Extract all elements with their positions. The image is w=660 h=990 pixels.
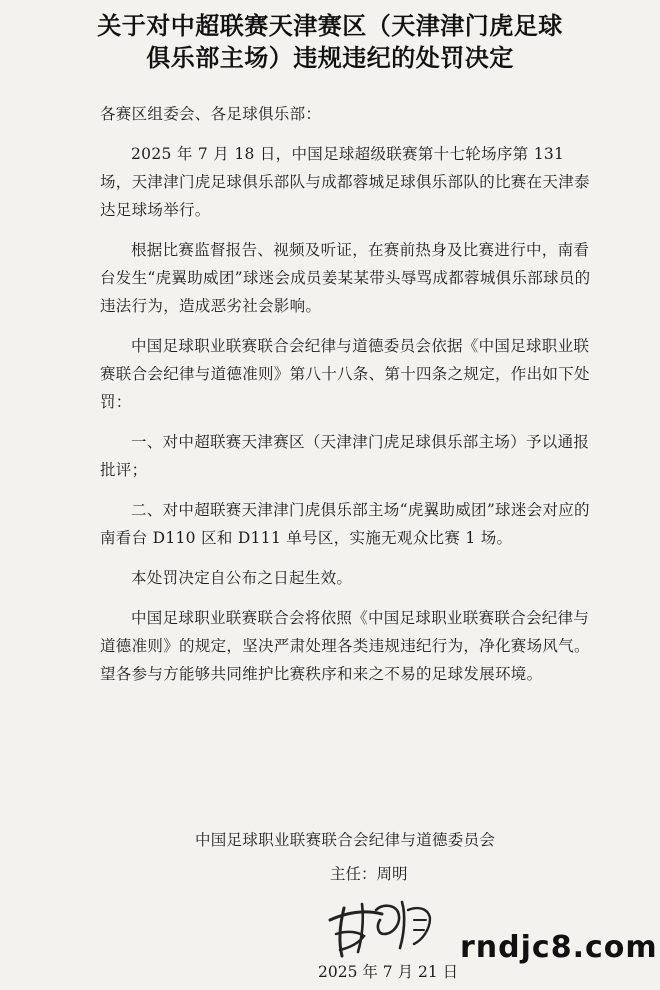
- document-title: [40, 10, 620, 74]
- director-name: 周明: [376, 865, 408, 883]
- penalty-item-2: 二、对中超联赛天津津门虎俱乐部主场“虎翼助威团”球迷会对应的南看台 D110 区和 D111 单号区，实施无观众比赛 1 场。: [100, 501, 590, 547]
- handwritten-signature: [318, 890, 438, 962]
- penalty-item-1: 一、对中超联赛天津赛区（天津津门虎足球俱乐部主场）予以通报批评；: [100, 433, 590, 479]
- paragraph-effective: 本处罚决定自公布之日起生效。: [131, 569, 353, 587]
- document-date: 2025 年 7 月 21 日: [318, 963, 459, 981]
- paragraph-violation: 根据比赛监督报告、视频及听证，在赛前热身及比赛进行中，南看台发生“虎翼助威团”球迷会成员姜某某带头辱骂成都蓉城俱乐部球员的违法行为，造成恶劣社会影响。: [100, 241, 591, 315]
- salutation: 各赛区组委会、各足球俱乐部：: [100, 105, 322, 123]
- issuing-organization: 中国足球职业联赛联合会纪律与道德委员会: [195, 831, 496, 849]
- director-label: 主任：: [330, 865, 377, 883]
- paragraph-closing: 中国足球职业联赛联合会将依照《中国足球职业联赛联合会纪律与道德准则》的规定，坚决严肃处理各类违规违纪行为，净化赛场风气。望各参与方能够共同维护比赛秩序和来之不易的足球发展环境。: [100, 609, 590, 683]
- watermark: rndjc8.com: [460, 930, 658, 965]
- title-line-2: 俱乐部主场）违规违纪的处罚决定: [146, 43, 514, 72]
- document-footer: [0, 828, 660, 990]
- director-line: [330, 862, 408, 884]
- document-body: [100, 100, 600, 700]
- title-line-1: 关于对中超联赛天津赛区（天津津门虎足球: [97, 11, 563, 40]
- paragraph-basis: 中国足球职业联赛联合会纪律与道德委员会依据《中国足球职业联赛联合会纪律与道德准则》第八十八条、第十四条之规定，作出如下处罚：: [100, 337, 590, 411]
- paragraph-match-info: 2025 年 7 月 18 日，中国足球超级联赛第十七轮场序第 131 场，天津津门虎足球俱乐部队与成都蓉城足球俱乐部队的比赛在天津泰达足球场举行。: [100, 145, 590, 219]
